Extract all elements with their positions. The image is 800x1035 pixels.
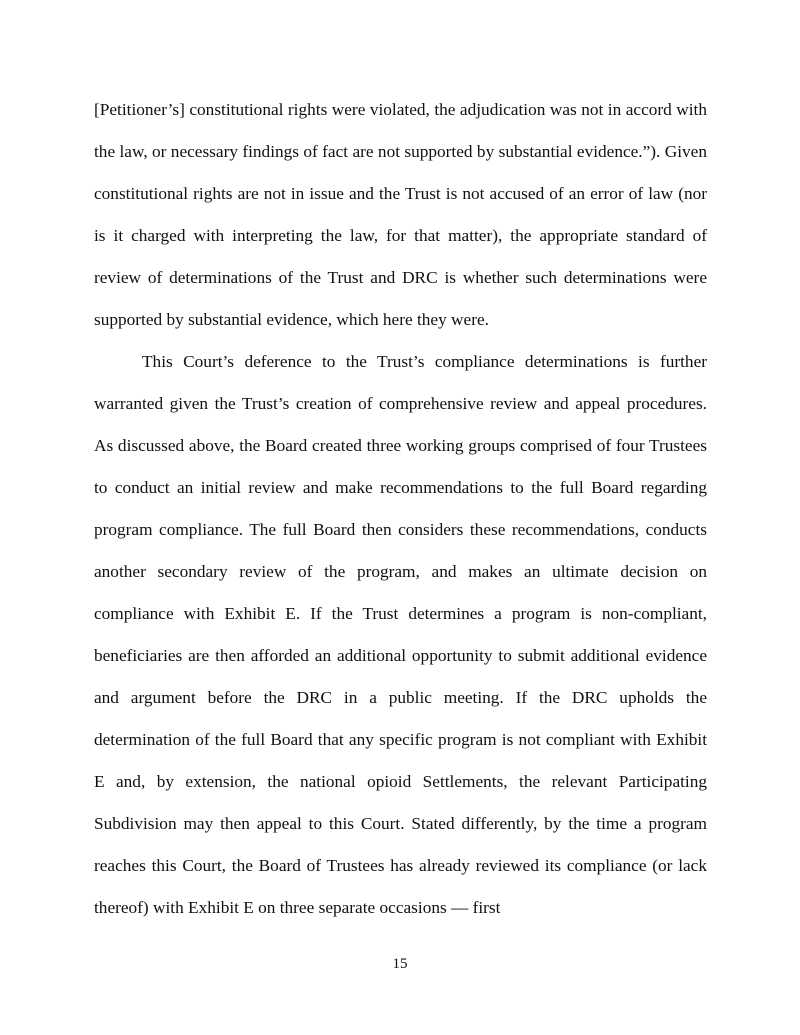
paragraph-deference: This Court’s deference to the Trust’s compliance determinations is further warranted given the Trust’s creation of comprehensive review and appeal procedures. As discussed above, the Board created three working groups comprised of four Trustees to conduct an initial review and make recommendations to the full Board regarding program compliance. The full Board then considers these recommendations, conducts another secondary review of the program, and makes an ultimate decision on compliance with Exhibit E. If the Trust determines a program is non-compliant, beneficiaries are then afforded an additional opportunity to submit additional evidence and argument before the DRC in a public meeting. If the DRC upholds the determination of the full Board that any specific program is not compliant with Exhibit E and, by extension, the national opioid Settlements, the relevant Participating Subdivision may then appeal to this Court. Stated differently, by the time a program reaches this Court, the Board of Trustees has already reviewed its compliance (or lack thereof) with Exhibit E on three separate occasions — first [94, 352, 707, 917]
body-text [94, 89, 707, 929]
paragraph-continuation: [Petitioner’s] constitutional rights were violated, the adjudication was not in accord with the law, or necessary findings of fact are not supported by substantial evidence.”). Given constitutional rights are not in issue and the Trust is not accused of an error of law (nor is it charged with interpreting the law, for that matter), the appropriate standard of review of determinations of the Trust and DRC is whether such determinations were supported by substantial evidence, which here they were. [94, 100, 707, 329]
page-number: 15 [392, 956, 408, 972]
